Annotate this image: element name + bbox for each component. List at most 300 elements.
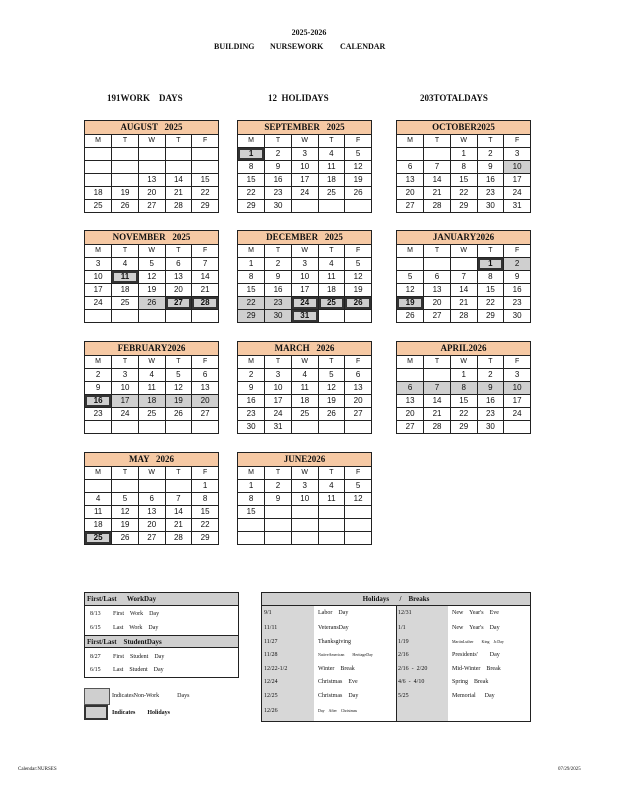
day-cell: 12 [345,271,372,284]
weekday-header: M [85,467,112,480]
weekday-header: T [318,467,345,480]
holiday-name: Christmas Eve [318,679,358,685]
holiday-date: 12/31 [398,610,412,616]
day-cell: 25 [85,200,112,213]
day-cell: 15 [450,174,477,187]
day-cell: 7 [192,258,219,271]
day-cell: 26 [112,200,139,213]
day-cell: 23 [85,408,112,421]
day-cell: 10 [85,271,112,284]
day-cell: 10 [112,382,139,395]
day-cell: 23 [504,297,531,310]
weekday-header: M [397,356,424,369]
day-cell: 4 [318,258,345,271]
day-cell: 26 [138,297,165,310]
day-cell: 25 [318,297,345,310]
weekday-header: T [424,356,451,369]
day-cell: 5 [165,369,192,382]
day-cell: 28 [424,200,451,213]
weekday-header: M [85,356,112,369]
day-cell: 1 [450,369,477,382]
day-cell: 15 [238,506,265,519]
day-cell: 9 [85,382,112,395]
weekday-header: T [165,356,192,369]
day-cell: 18 [318,174,345,187]
first-work-day-date: 8/13 [90,611,101,617]
weekday-header: T [477,135,504,148]
day-cell: 12 [397,284,424,297]
day-cell: 9 [238,382,265,395]
day-cell: 19 [318,395,345,408]
empty-day-cell [165,161,192,174]
weekday-header: F [345,356,372,369]
empty-day-cell [85,421,112,434]
day-cell: 16 [265,174,292,187]
empty-day-cell [318,506,345,519]
day-cell: 26 [165,408,192,421]
day-cell: 28 [192,297,219,310]
day-cell: 27 [138,200,165,213]
holidays-right-date-column [396,606,448,721]
day-cell: 11 [85,506,112,519]
day-cell: 26 [112,532,139,545]
weekday-header: T [265,467,292,480]
day-cell: 19 [345,174,372,187]
empty-day-cell [192,310,219,323]
day-cell: 13 [424,284,451,297]
day-cell: 2 [504,258,531,271]
day-cell: 26 [318,408,345,421]
day-cell: 29 [477,310,504,323]
day-cell: 4 [112,258,139,271]
weekday-header: T [477,356,504,369]
month-october-2025 [396,120,531,213]
holidays-divider [396,606,397,721]
day-cell: 27 [165,297,192,310]
day-cell: 4 [318,148,345,161]
day-cell: 13 [397,395,424,408]
holiday-date: 12/22-1/2 [264,666,288,672]
weekday-header: T [165,467,192,480]
day-cell: 22 [238,187,265,200]
day-cell: 22 [192,187,219,200]
holiday-date: 5/25 [398,693,409,699]
weekday-header: T [318,135,345,148]
day-cell: 20 [424,297,451,310]
holidays-breaks-title: Holidays / Breaks [262,593,530,606]
empty-day-cell [238,519,265,532]
last-work-day-label: Last Work Day [113,625,159,631]
day-cell: 10 [504,161,531,174]
day-cell: 2 [265,258,292,271]
day-cell: 15 [192,174,219,187]
day-cell: 6 [397,382,424,395]
weekday-header: T [112,135,139,148]
weekday-header: M [397,245,424,258]
day-cell: 28 [165,532,192,545]
weekday-header: M [238,135,265,148]
day-cell: 29 [238,200,265,213]
day-cell: 6 [397,161,424,174]
day-cell: 4 [291,369,318,382]
day-cell: 5 [345,148,372,161]
day-cell: 12 [165,382,192,395]
day-cell: 20 [138,519,165,532]
day-cell: 30 [477,421,504,434]
weekday-header: T [265,356,292,369]
day-cell: 24 [504,408,531,421]
empty-day-cell [192,161,219,174]
day-cell: 13 [138,174,165,187]
last-student-day-date: 6/15 [90,667,101,673]
month-august-2025 [84,120,219,213]
day-cell: 23 [238,408,265,421]
day-cell: 12 [138,271,165,284]
day-cell: 7 [165,493,192,506]
holiday-name: Memorial Day [452,693,495,699]
empty-day-cell [318,310,345,323]
day-cell: 6 [424,271,451,284]
day-cell: 26 [397,310,424,323]
nonwork-swatch [84,688,110,705]
empty-day-cell [424,148,451,161]
day-cell: 16 [238,395,265,408]
day-cell: 7 [424,161,451,174]
day-cell: 16 [477,395,504,408]
last-work-day-date: 6/15 [90,625,101,631]
day-cell: 17 [85,284,112,297]
empty-day-cell [424,258,451,271]
day-cell: 9 [265,161,292,174]
day-cell: 1 [477,258,504,271]
weekday-header: W [291,245,318,258]
day-cell: 24 [112,408,139,421]
day-cell: 21 [424,408,451,421]
day-cell: 6 [138,493,165,506]
weekday-header: F [192,467,219,480]
empty-day-cell [265,506,292,519]
weekday-header: T [112,356,139,369]
day-cell: 25 [85,532,112,545]
empty-day-cell [138,161,165,174]
day-cell: 24 [265,408,292,421]
weekday-header: M [238,245,265,258]
day-cell: 17 [291,284,318,297]
empty-day-cell [112,480,139,493]
day-cell: 12 [345,161,372,174]
day-cell: 15 [450,395,477,408]
day-cell: 10 [504,382,531,395]
weekday-header: T [165,245,192,258]
holiday-date: 11/28 [264,652,278,658]
day-cell: 19 [397,297,424,310]
workday-box [84,592,239,678]
day-cell: 2 [477,369,504,382]
day-cell: 8 [238,271,265,284]
day-cell: 26 [345,187,372,200]
day-cell: 10 [291,271,318,284]
day-cell: 22 [238,297,265,310]
empty-day-cell [318,200,345,213]
empty-day-cell [138,148,165,161]
day-cell: 21 [165,187,192,200]
holiday-date: 11/11 [264,625,278,631]
day-cell: 14 [424,174,451,187]
day-cell: 8 [238,493,265,506]
month-january-2026 [396,230,531,323]
header-nursework: NURSEWORK [270,42,324,51]
month-title: OCTOBER2025 [397,121,531,135]
day-cell: 1 [238,258,265,271]
weekday-header: F [192,356,219,369]
holiday-name: New Year's Eve [452,610,499,616]
month-june-2026 [237,452,372,545]
day-cell: 18 [85,519,112,532]
day-cell: 14 [192,271,219,284]
day-cell: 14 [424,395,451,408]
day-cell: 2 [265,148,292,161]
day-cell: 12 [345,493,372,506]
empty-day-cell [397,369,424,382]
weekday-header: W [450,356,477,369]
day-cell: 27 [424,310,451,323]
empty-day-cell [85,174,112,187]
day-cell: 11 [318,271,345,284]
empty-day-cell [112,421,139,434]
day-cell: 21 [192,284,219,297]
empty-day-cell [265,532,292,545]
header-building: BUILDING [214,42,255,51]
day-cell: 18 [85,187,112,200]
empty-day-cell [345,200,372,213]
day-cell: 31 [504,200,531,213]
day-cell: 5 [345,480,372,493]
weekday-header: T [165,135,192,148]
day-cell: 13 [165,271,192,284]
day-cell: 22 [477,297,504,310]
holiday-date: 12/26 [264,708,278,714]
day-cell: 28 [165,200,192,213]
day-cell: 3 [504,148,531,161]
holiday-name: VeteransDay [318,625,349,631]
day-cell: 28 [424,421,451,434]
month-april-2026 [396,341,531,434]
empty-day-cell [318,519,345,532]
day-cell: 6 [345,369,372,382]
month-february-2026 [84,341,219,434]
day-cell: 21 [450,297,477,310]
holiday-name: Christmas Day [318,693,359,699]
month-march-2026 [237,341,372,434]
day-cell: 24 [85,297,112,310]
day-cell: 11 [318,493,345,506]
empty-day-cell [85,310,112,323]
empty-day-cell [85,148,112,161]
day-cell: 9 [477,161,504,174]
holidays-left-date-column [262,606,314,721]
empty-day-cell [112,161,139,174]
day-cell: 27 [397,200,424,213]
day-cell: 2 [265,480,292,493]
empty-day-cell [165,148,192,161]
day-cell: 20 [397,408,424,421]
holiday-swatch [84,705,108,720]
day-cell: 5 [397,271,424,284]
month-title: JUNE2026 [238,453,372,467]
day-cell: 27 [345,408,372,421]
footer-date: 07/29/2025 [558,767,581,772]
empty-day-cell [345,310,372,323]
holidays-breaks-table [261,592,531,722]
day-cell: 17 [504,174,531,187]
empty-day-cell [112,310,139,323]
day-cell: 9 [504,271,531,284]
day-cell: 23 [477,408,504,421]
day-cell: 5 [138,258,165,271]
day-cell: 31 [291,310,318,323]
empty-day-cell [85,161,112,174]
day-cell: 10 [291,493,318,506]
day-cell: 15 [238,174,265,187]
month-title: FEBRUARY2026 [85,342,219,356]
empty-day-cell [165,421,192,434]
month-title: MARCH 2026 [238,342,372,356]
month-december-2025 [237,230,372,323]
weekday-header: T [318,245,345,258]
day-cell: 13 [345,382,372,395]
empty-day-cell [397,258,424,271]
holiday-name: Spring Break [452,679,489,685]
student-days-header: First/Last StudentDays [85,635,238,648]
day-cell: 15 [192,506,219,519]
day-cell: 25 [291,408,318,421]
day-cell: 29 [192,532,219,545]
day-cell: 1 [238,480,265,493]
day-cell: 4 [138,369,165,382]
day-cell: 7 [424,382,451,395]
weekday-header: F [192,135,219,148]
day-cell: 17 [112,395,139,408]
empty-day-cell [238,532,265,545]
day-cell: 2 [238,369,265,382]
weekday-header: T [265,245,292,258]
day-cell: 17 [291,174,318,187]
day-cell: 19 [112,187,139,200]
day-cell: 23 [265,297,292,310]
day-cell: 6 [165,258,192,271]
day-cell: 5 [112,493,139,506]
weekday-header: T [318,356,345,369]
day-cell: 16 [85,395,112,408]
weekday-header: F [504,356,531,369]
day-cell: 3 [291,148,318,161]
month-title: JANUARY2026 [397,231,531,245]
month-title: NOVEMBER 2025 [85,231,219,245]
day-cell: 5 [345,258,372,271]
holiday-name: Mid-Winter Break [452,666,501,672]
first-student-day-label: First Student Day [113,654,165,660]
day-cell: 8 [192,493,219,506]
day-cell: 24 [504,187,531,200]
weekday-header: F [504,245,531,258]
day-cell: 18 [138,395,165,408]
day-cell: 31 [265,421,292,434]
day-cell: 1 [238,148,265,161]
holiday-legend-label: Indicates Holidays [112,710,171,716]
weekday-header: T [265,135,292,148]
empty-day-cell [291,421,318,434]
day-cell: 28 [450,310,477,323]
day-cell: 1 [192,480,219,493]
day-cell: 20 [345,395,372,408]
holiday-name: Winter Break [318,666,355,672]
header-calendar: CALENDAR [340,42,386,51]
weekday-header: M [397,135,424,148]
weekday-header: M [85,135,112,148]
day-cell: 27 [192,408,219,421]
day-cell: 20 [397,187,424,200]
weekday-header: W [138,356,165,369]
day-cell: 11 [112,271,139,284]
weekday-header: F [504,135,531,148]
empty-day-cell [138,310,165,323]
holiday-date: 11/27 [264,639,278,645]
day-cell: 17 [265,395,292,408]
empty-day-cell [450,258,477,271]
weekday-header: M [85,245,112,258]
weekday-header: W [138,467,165,480]
day-cell: 30 [238,421,265,434]
empty-day-cell [192,148,219,161]
work-days-summary: 191WORK DAYS [107,93,183,103]
empty-day-cell [424,369,451,382]
holidays-summary: 12 HOLIDAYS [268,93,329,103]
day-cell: 23 [265,187,292,200]
holiday-name: MartinLuther King Jr.Day [452,639,504,644]
day-cell: 25 [318,187,345,200]
weekday-header: F [345,245,372,258]
empty-day-cell [345,506,372,519]
day-cell: 14 [450,284,477,297]
holiday-date: 12/24 [264,679,278,685]
empty-day-cell [345,519,372,532]
weekday-header: T [477,245,504,258]
empty-day-cell [291,200,318,213]
first-work-day-label: First Work Day [113,611,160,617]
empty-day-cell [345,532,372,545]
day-cell: 10 [265,382,292,395]
month-title: SEPTEMBER 2025 [238,121,372,135]
empty-day-cell [138,421,165,434]
day-cell: 13 [192,382,219,395]
holiday-date: 1/1 [398,625,406,631]
month-may-2026 [84,452,219,545]
empty-day-cell [265,519,292,532]
weekday-header: W [291,356,318,369]
day-cell: 24 [291,297,318,310]
footer-calendar-name: Calendar:NURSES [18,767,57,772]
month-title: APRIL2026 [397,342,531,356]
workday-header: First/Last WorkDay [85,593,238,606]
day-cell: 11 [318,161,345,174]
day-cell: 12 [112,506,139,519]
day-cell: 16 [477,174,504,187]
day-cell: 21 [424,187,451,200]
day-cell: 20 [192,395,219,408]
first-student-day-date: 8/27 [90,654,101,660]
holiday-date: 2/16 - 2/20 [398,666,428,672]
day-cell: 9 [265,271,292,284]
